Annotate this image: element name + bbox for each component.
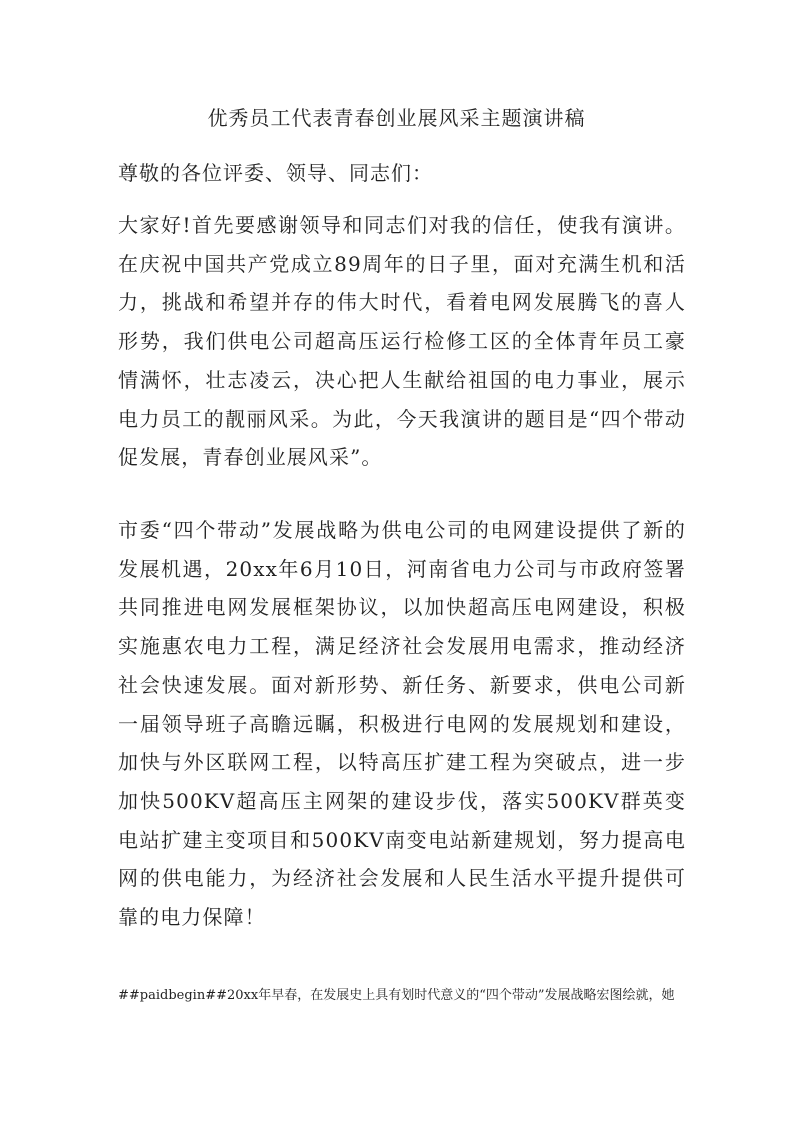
body-paragraph-1: 大家好!首先要感谢领导和同志们对我的信任，使我有演讲。在庆祝中国共产党成立89周年的日子里，面对充满生机和活力，挑战和希望并存的伟大时代，看着电网发展腾飞的喜人形势，我们供电公司超高压运行检修工区的全体青年员工豪情满怀，壮志凌云，决心把人生献给祖国的电力事业，展示电力员工的靓丽风采。为此，今天我演讲的题目是“四个带动促发展，青春创业展风采”。 (118, 213, 686, 470)
document-title: 优秀员工代表青春创业展风采主题演讲稿 (207, 106, 586, 130)
greeting-line: 尊敬的各位评委、领导、同志们： (118, 161, 433, 185)
paid-content-line: ##paidbegin##20xx年早春，在发展史上具有划时代意义的“四个带动”发展战略宏图绘就，她 (118, 988, 675, 1003)
body-paragraph-2: 市委“四个带动”发展战略为供电公司的电网建设提供了新的发展机遇，20xx年6月10日，河南省电力公司与市政府签署共同推进电网发展框架协议，以加快超高压电网建设，积极实施惠农电力工程，满足经济社会发展用电需求，推动经济社会快速发展。面对新形势、新任务、新要求，供电公司新一届领导班子高瞻远瞩，积极进行电网的发展规划和建设，加快与外区联网工程，以特高压扩建工程为突破点，进一步加快500KV超高压主网架的建设步伐，落实500KV群英变电站扩建主变项目和500KV南变电站新建规划，努力提高电网的供电能力，为经济社会发展和人民生活水平提升提供可靠的电力保障！ (118, 518, 686, 930)
